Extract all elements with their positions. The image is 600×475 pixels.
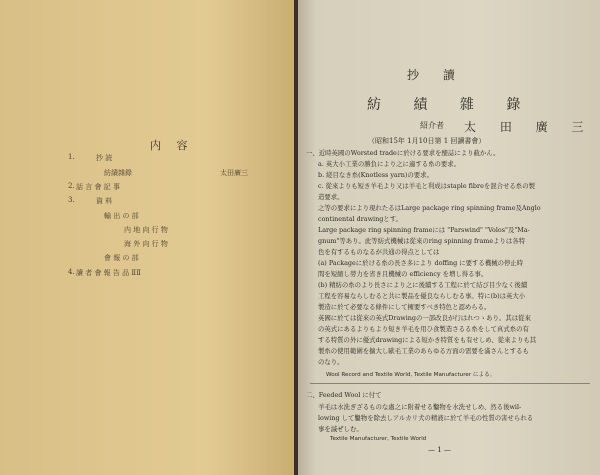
body-line: 造要求。 [318,193,344,201]
toc-item: 輸 出 の 部 [104,212,139,220]
body-line: の英式にあるよりもより短き羊毛を用ひ食製造さるる糸をして真式糸の有 [318,325,529,333]
body-line: する特質の外に優式drawingによる短かき特質をも有せしめ、從來よりも其 [318,336,537,344]
body-line: a. 英大小工業の勝負により之に適する糸の要求。 [318,160,461,168]
body-line: 之等の要求により現れたるはLarge package ring spinning frame及Anglo [318,204,541,212]
body-line: c. 從來よりも短き羊毛より又は羊毛と利成はstaple fibreを混合せる糸の製 [318,182,535,190]
divider [310,383,590,384]
section-2-line: 事を滅ぜしむ。 [318,425,363,433]
body-line: continental drawingとす。 [318,215,402,223]
date-line: （昭和15年 1月10日第 1 回讀書會） [368,137,486,145]
body-line: b. 縒目なき糸(Knotless yarn)の要求。 [318,171,433,179]
toc-item: 資 料 [96,197,113,205]
body-line: 工程を容易ならしむると共に製品を優良ならしむる事。特に(b)は英大小 [318,292,526,300]
toc-item: 紡績雜錄 [104,169,132,177]
body-line: gnum"等あり。此等紡式機械は從來のring spinning frameよりは各特 [318,237,526,245]
toc-number: 3. [68,196,75,204]
toc-item: 抄 読 [96,154,113,162]
table-of-contents [0,0,296,475]
body-line: のなり。 [318,358,344,366]
toc-item-author: 太田廣三 [220,169,248,177]
body-line: 製糸の使用範圍を擴大し歐毛工業のあらゆる方面の需要を滿さんとするも [318,347,529,355]
body-line: 色を有するものなるが共通の得点としては [318,248,440,256]
section-2-line: lowing して鑿物を除去しアルカリ犬の精液に於て羊毛の性質の害せられる [318,414,534,422]
section-2-line: 羊毛は水洗ぎざるものな處之に附着せる鑿物を水洗せしめ、然る後wil- [318,403,522,411]
toc-number: 2. [68,182,75,190]
toc-item: 讀 者 會 報 告 品 ⅡⅡ [76,269,141,277]
source-citation: Textile Manufacturer, Textile World [330,436,427,442]
contents-title: 内 容 [150,139,194,152]
body-line: 製造に於て必要なる條件にして擁要すべき特色と認めらる。 [318,303,491,311]
body-line: 間を短縮し勞力を省き且機械の efficiency を増し得る事。 [318,270,488,278]
toc-number: 4. [68,268,75,276]
toc-item: 内 地 向 行 物 [124,226,168,234]
body-line: Large package ring spinning frameには "Parswind" "Volos"及"Ma- [318,226,530,234]
introducer-label: 紹介者 [420,121,444,130]
toc-item: 會 報 の 部 [104,254,139,262]
body-line: 英國に於ては從來の英式Drawingの一部改良が行はれつゝあり。其は從來 [318,314,531,322]
source-citation: Wool Record and Textile World, Textile Manufacturer による。 [326,372,496,378]
toc-number: 1. [68,153,75,161]
article-title: 紡 績 雜 錄 [367,97,535,113]
introducer-name: 太 田 廣 三 [464,120,594,134]
toc-item: 話 言 會 記 事 [76,183,120,191]
toc-item: 海 外 向 行 物 [124,240,168,248]
body-line: (b) 精紡の糸のより長さにより之に後續する工程に於て結び目少なく後續 [318,281,528,289]
section-heading: 抄 讀 [407,68,465,82]
body-line: 一、近時英國のWorsted tradeに於ける要求を醍誌により截かん。 [306,149,500,157]
section-2-line: 二、Feeded Wool に付て [306,391,382,399]
page-number: — 1 — [428,446,451,454]
body-line: (a) Packageに於ける糸の長さ多により doffing に要する機械の停止時 [318,259,524,267]
